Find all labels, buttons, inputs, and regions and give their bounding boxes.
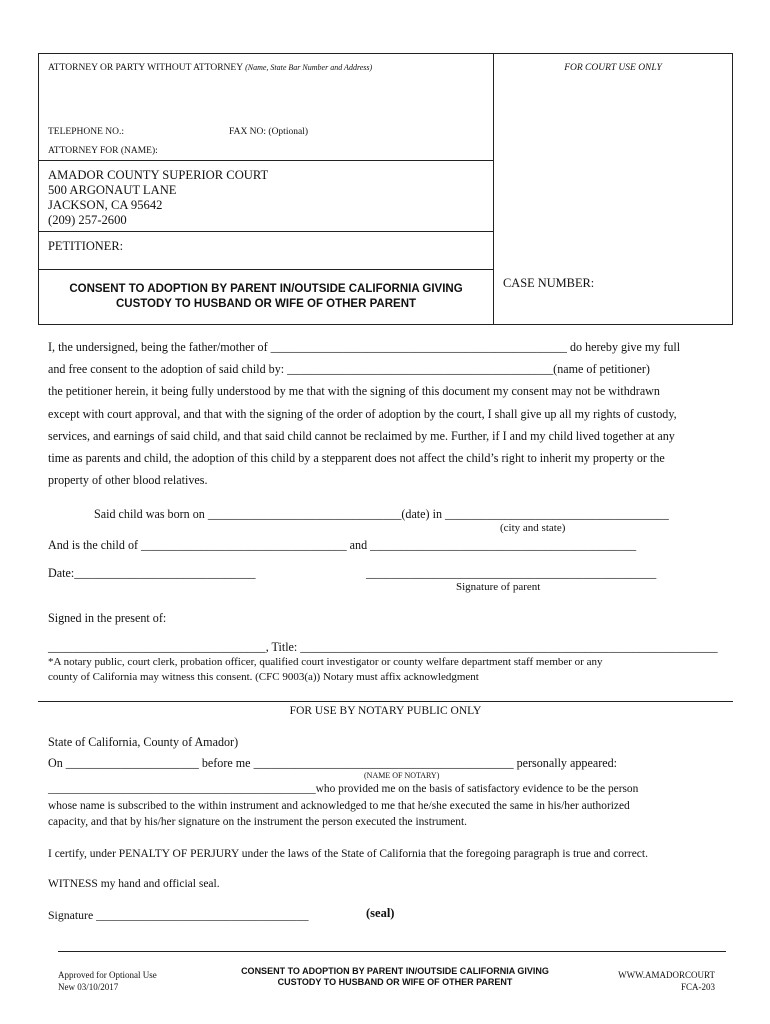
signed-presence: Signed in the present of: (48, 611, 167, 625)
notary-paragraph-line: whose name is subscribed to the within instrument and acknowledged to me that he/she executed the same in his/her authorized (48, 799, 630, 812)
court-address (48, 168, 268, 228)
notary-heading: FOR USE BY NOTARY PUBLIC ONLY (289, 705, 482, 717)
paragraph-line: services, and earnings of said child, and that said child cannot be reclaimed by me. Further, if I and my child lived together at any (48, 428, 675, 443)
witness-title-line: ____________________________________, Title: _____________________________________________________________________ (48, 640, 718, 654)
date-line: Date:______________________________ (48, 566, 256, 580)
form-title-line1: CONSENT TO ADOPTION BY PARENT IN/OUTSIDE CALIFORNIA GIVING (69, 283, 463, 295)
consent-paragraph (48, 336, 680, 491)
paragraph-line: and free consent to the adoption of said child by: ____________________________________________(name of petitioner) (48, 362, 650, 377)
form-title-line2: CUSTODY TO HUSBAND OR WIFE OF OTHER PARENT (115, 298, 417, 310)
court-line: AMADOR COUNTY SUPERIOR COURT (48, 168, 269, 182)
paragraph-line: the petitioner herein, it being fully understood by me that with the signing of this document my consent may not be withdrawn (48, 384, 660, 399)
notary-paragraph (48, 781, 638, 831)
attorney-label (48, 63, 372, 73)
paragraph-line: time as parents and child, the adoption of this child by a stepparent does not affect the child’s right to inherit my property or the (48, 451, 665, 466)
footer-form-number: FCA-203 (680, 982, 715, 992)
on-line: On ______________________ before me ___________________________________________ personally appeared: (48, 756, 618, 770)
city-state-label: (city and state) (500, 522, 566, 534)
fax-label: FAX NO: (Optional) (229, 127, 308, 137)
case-number-label: CASE NUMBER: (503, 276, 595, 290)
footer-title-line2: CUSTODY TO HUSBAND OR WIFE OF OTHER PARENT (277, 977, 513, 987)
footer-divider (58, 951, 726, 952)
form-title (38, 282, 494, 312)
child-of-line: And is the child of __________________________________ and ____________________________________________ (48, 538, 637, 552)
state-line: State of California, County of Amador) (48, 735, 239, 749)
attorney-hint: (Name, State Bar Number and Address) (245, 63, 373, 72)
footer-approved (58, 969, 157, 993)
witness-line: WITNESS my hand and official seal. (48, 878, 220, 890)
paragraph-line: I, the undersigned, being the father/mother of _________________________________________________ do hereby give my full (48, 340, 681, 354)
court-line: (209) 257-2600 (48, 213, 127, 227)
notary-paragraph-line: _______________________________________________who provided me on the basis of satisfactory evidence to be the person (48, 783, 639, 795)
notary-paragraph-line: capacity, and that by his/her signature on the instrument the person executed the instrument. (48, 816, 468, 828)
paragraph-line: property of other blood relatives. (48, 473, 208, 488)
approved-text: Approved for Optional Use (58, 970, 157, 980)
seal-label: (seal) (366, 906, 395, 920)
notary-signature-line: Signature ____________________________________ (48, 908, 309, 922)
footer-site (600, 969, 715, 993)
paragraph-line: except with court approval, and that with the signing of the order of adoption by the court, I shall give up all my rights of custody, (48, 406, 677, 421)
court-line: JACKSON, CA 95642 (48, 198, 163, 212)
name-of-notary-label: (NAME OF NOTARY) (364, 771, 440, 780)
notary-note-line: county of California may witness this consent. (CFC 9003(a)) Notary must affix acknowledgment (48, 670, 479, 683)
parent-signature-label: Signature of parent (456, 581, 541, 593)
notary-note (48, 655, 602, 684)
approved-date: New 03/10/2017 (58, 982, 119, 992)
attorney-label-text: ATTORNEY OR PARTY WITHOUT ATTORNEY (48, 63, 243, 73)
footer-title (210, 966, 580, 988)
court-use-label: FOR COURT USE ONLY (564, 63, 662, 73)
telephone-label: TELEPHONE NO.: (48, 127, 124, 137)
petitioner-label: PETITIONER: (48, 239, 124, 253)
footer-website: WWW.AMADORCOURT (618, 970, 715, 980)
certify-line: I certify, under PENALTY OF PERJURY under the laws of the State of California that the foregoing paragraph is true and correct. (48, 848, 648, 860)
notary-divider (38, 701, 733, 702)
attorney-for-label: ATTORNEY FOR (NAME): (48, 146, 158, 156)
notary-note-line: *A notary public, court clerk, probation officer, qualified court investigator or county welfare department staff member or any (48, 656, 603, 668)
parent-signature-line: ________________________________________________ (366, 566, 657, 580)
court-line: 500 ARGONAUT LANE (48, 183, 177, 197)
born-line: Said child was born on ________________________________(date) in _____________________________________ (94, 507, 669, 521)
footer-title-line1: CONSENT TO ADOPTION BY PARENT IN/OUTSIDE CALIFORNIA GIVING (241, 966, 549, 976)
